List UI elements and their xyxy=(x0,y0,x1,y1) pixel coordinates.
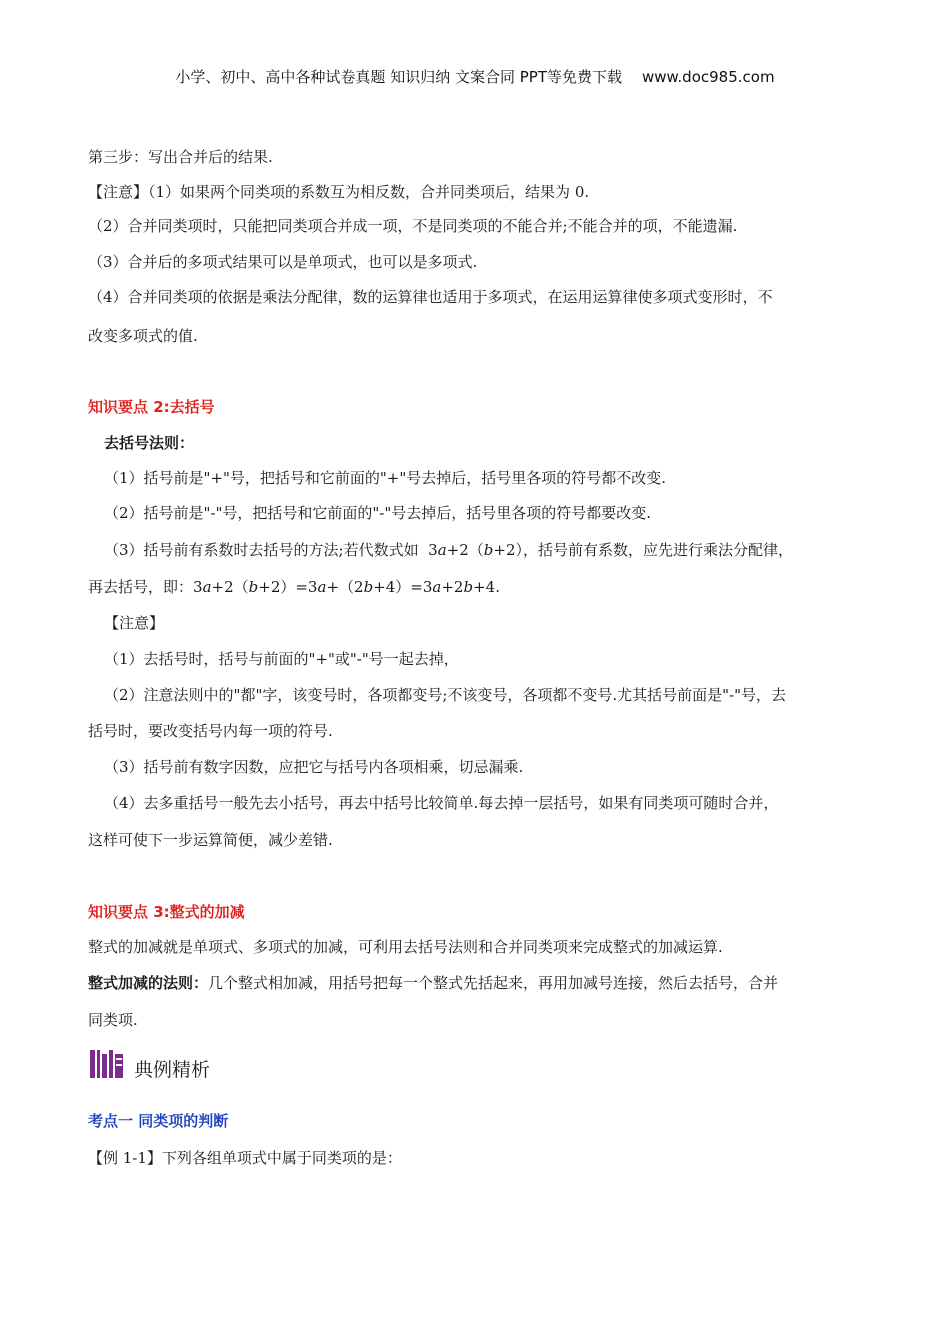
kp2-rule-1: （1）括号前是"+"号，把括号和它前面的"+"号去掉后，括号里各项的符号都不改变. xyxy=(104,469,667,487)
books-icon xyxy=(88,1048,126,1080)
kp2-title: 知识要点 2:去括号 xyxy=(88,398,215,416)
kp3-rule: 整式加减的法则：几个整式相加减，用括号把每一个整式先括起来，再用加减号连接，然后去括号，合并 xyxy=(88,974,779,992)
note1-line-1: 【注意】（1）如果两个同类项的系数互为相反数，合并同类项后，结果为 0. xyxy=(88,183,590,201)
kaodian-1-title: 考点一 同类项的判断 xyxy=(88,1112,229,1130)
kp2-note-2-cont: 括号时，要改变括号内每一项的符号. xyxy=(88,722,333,740)
kp2-rule-title: 去括号法则： xyxy=(104,434,195,452)
step3-line: 第三步：写出合并后的结果. xyxy=(88,148,273,166)
kp2-note-4-cont: 这样可使下一步运算简便，减少差错. xyxy=(88,831,333,849)
kp2-note-title: 【注意】 xyxy=(104,614,165,632)
note1-line-3: （3）合并后的多项式结果可以是单项式，也可以是多项式. xyxy=(88,253,478,271)
kp2-rule-3-cont: 再去括号，即：3a+2（b+2）=3a+（2b+4）=3a+2b+4. xyxy=(88,578,500,596)
example-1-1: 【例 1-1】下列各组单项式中属于同类项的是： xyxy=(88,1149,402,1167)
note1-line-4: （4）合并同类项的依据是乘法分配律，数的运算律也适用于多项式，在运用运算律使多项式变形时，不 xyxy=(88,288,773,306)
kp3-rule-cont: 同类项. xyxy=(88,1011,138,1029)
note1-line-2: （2）合并同类项时，只能把同类项合并成一项，不是同类项的不能合并;不能合并的项，不能遗漏. xyxy=(88,217,738,235)
section-title: 典例精析 xyxy=(134,1059,211,1081)
kp2-rule-2: （2）括号前是"-"号，把括号和它前面的"-"号去掉后，括号里各项的符号都要改变. xyxy=(104,504,652,522)
kp2-note-2: （2）注意法则中的"都"字，该变号时，各项都变号;不该变号，各项都不变号.尤其括号前面是"-"号，去 xyxy=(104,686,787,704)
kp2-note-3: （3）括号前有数字因数，应把它与括号内各项相乘，切忌漏乘. xyxy=(104,758,524,776)
kp3-title: 知识要点 3:整式的加减 xyxy=(88,903,245,921)
kp2-rule-3: （3）括号前有系数时去括号的方法;若代数式如 3a+2（b+2），括号前有系数，应先进行乘法分配律， xyxy=(104,541,794,559)
page-header xyxy=(0,66,950,87)
kp2-note-4: （4）去多重括号一般先去小括号，再去中括号比较简单.每去掉一层括号，如果有同类项可随时合并， xyxy=(104,794,779,812)
header-text: 小学、初中、高中各种试卷真题 知识归纳 文案合同 PPT等免费下载 xyxy=(175,68,622,86)
note1-line-5: 改变多项式的值. xyxy=(88,327,198,345)
kp3-line-1: 整式的加减就是单项式、多项式的加减，可利用去括号法则和合并同类项来完成整式的加减运算. xyxy=(88,938,723,956)
header-url[interactable]: www.doc985.com xyxy=(641,68,775,86)
kp2-note-1: （1）去括号时，括号与前面的"+"或"-"号一起去掉， xyxy=(104,650,459,668)
